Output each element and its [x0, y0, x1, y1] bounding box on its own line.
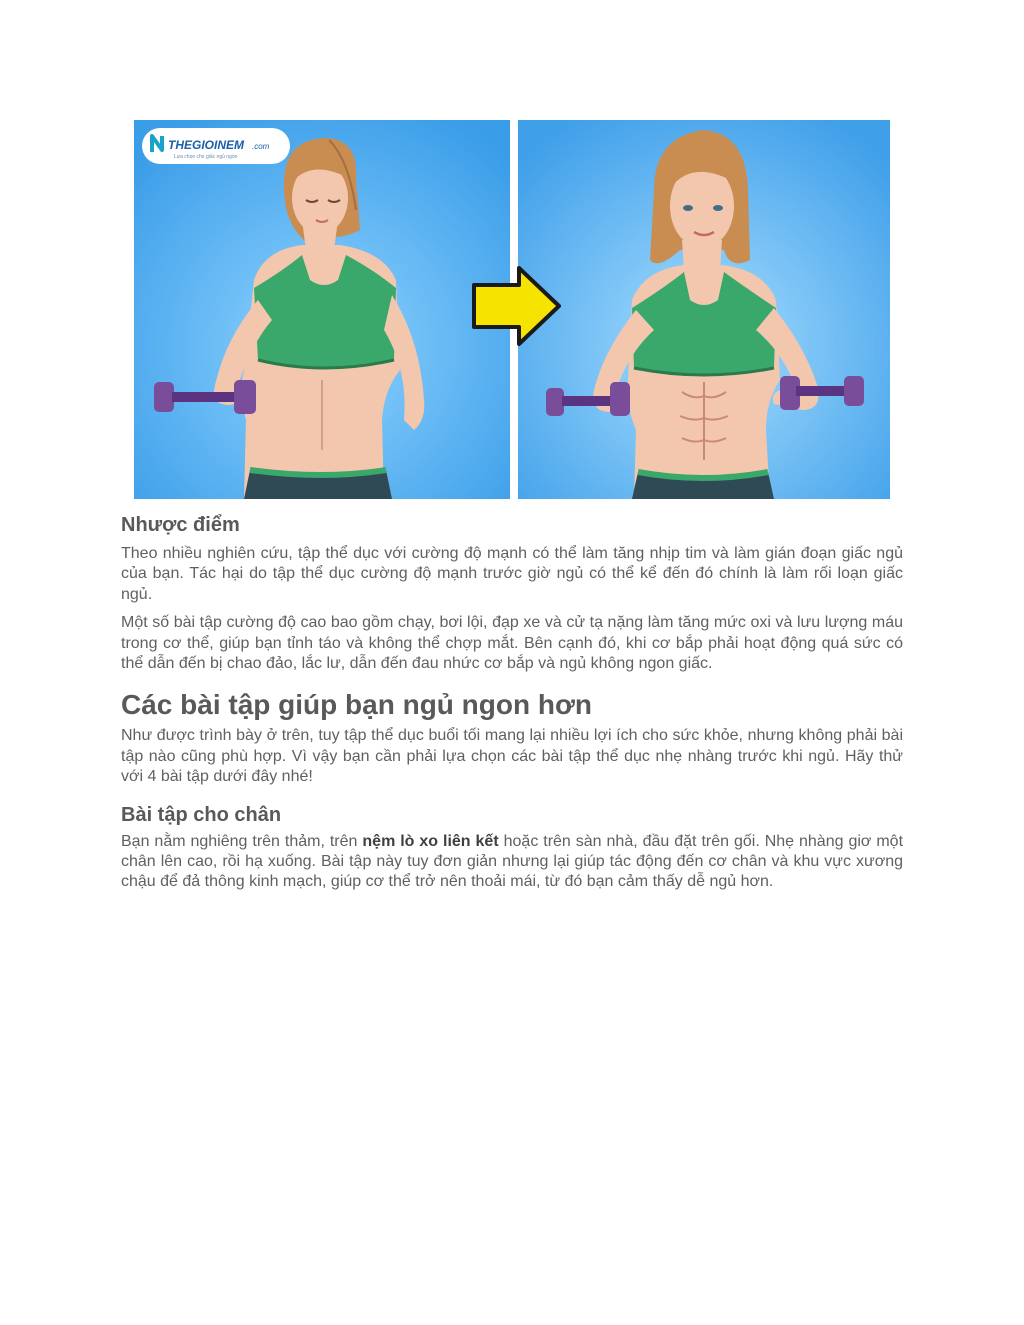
logo-suffix: .com	[252, 142, 270, 151]
thegioinem-logo	[142, 128, 290, 164]
logo-text: THEGIOINEM	[168, 138, 245, 152]
leg-text-before: Bạn nằm nghiêng trên thảm, trên	[121, 832, 363, 850]
paragraph-drawbacks-1: Theo nhiều nghiên cứu, tập thể dục với cường độ mạnh có thể làm tăng nhịp tim và làm gián đoạn giấc ngủ của bạn. Tác hại do tập thể dục cường độ mạnh trước giờ ngủ có thể kể đến đó chính là làm rối loạn giấc ngủ.	[121, 545, 903, 603]
logo-tagline: Lựa chọn cho giấc ngủ ngon	[174, 154, 238, 160]
paragraph-leg-exercise	[121, 832, 903, 893]
heading-drawbacks: Nhược điểm	[121, 514, 240, 536]
mattress-link-text[interactable]: nệm lò xo liên kết	[362, 832, 499, 850]
heading-leg-exercise: Bài tập cho chân	[121, 803, 282, 826]
leg-text-after: hoặc trên sàn nhà, đầu đặt trên gối. Nhẹ nhàng giơ một chân lên cao, rồi hạ xuống. Bài tập này tuy đơn giản nhưng lại giúp tác động đến cơ chân và khu vực xương chậu để đả thông kinh mạch, giúp cơ thể trở nên thoải mái, từ đó bạn cảm thấy dễ ngủ hơn.	[121, 832, 904, 891]
paragraph-drawbacks-2: Một số bài tập cường độ cao bao gồm chạy, bơi lội, đạp xe và cử tạ nặng làm tăng mức oxi và lưu lượng máu trong cơ thể, giúp bạn tỉnh táo và không thể chợp mắt. Bên cạnh đó, khi cơ bắp phải hoạt động quá sức có thể dẫn đến bị chao đảo, lắc lư, dẫn đến đau nhức cơ bắp và ngủ không ngon giấc.	[121, 614, 903, 673]
dumbbell-left-plate	[154, 382, 174, 412]
heading-exercises: Các bài tập giúp bạn ngủ ngon hơn	[121, 689, 592, 721]
article-content	[121, 512, 903, 893]
illustration-svg	[134, 120, 890, 499]
paragraph-exercises: Như được trình bày ở trên, tuy tập thể dục buổi tối mang lại nhiều lợi ích cho sức khỏe, nhưng không phải bài tập nào cũng phù hợp. Vì vậy bạn cần phải lựa chọn các bài tập thể dục nhẹ nhàng trước khi ngủ. Hãy thử với 4 bài tập dưới đây nhé!	[121, 727, 903, 786]
before-after-illustration	[134, 120, 890, 499]
